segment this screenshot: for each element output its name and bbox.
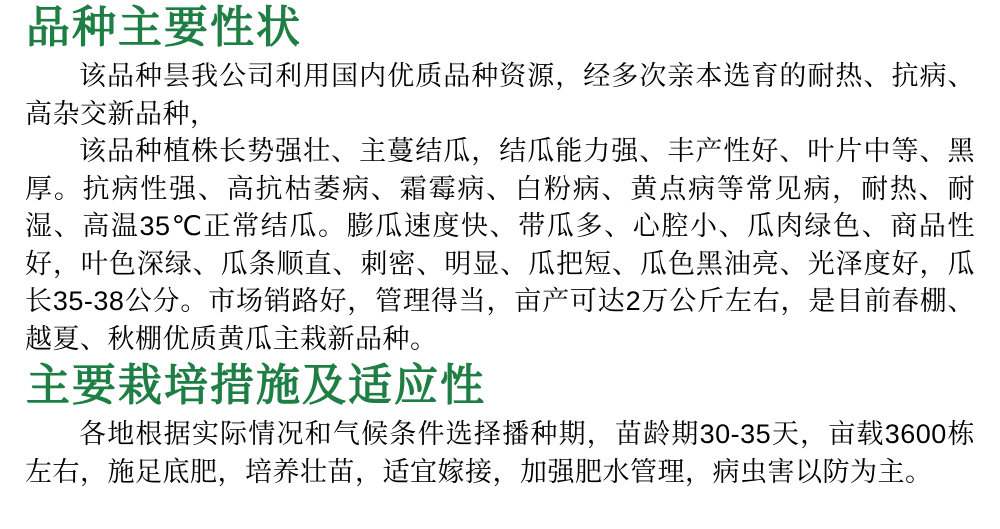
section-heading-cultivation: 主要栽培措施及适应性	[26, 360, 486, 411]
paragraph-variety-description: 该品种植株长势强壮、主蔓结瓜，结瓜能力强、丰产性好、叶片中等、黑厚。抗病性强、高抗枯萎病、霜霉病、白粉病、黄点病等常见病，耐热、耐湿、高温35℃正常结瓜。膨瓜速度快、带瓜多、心腔小、瓜肉绿色、商品性好，叶色深绿、瓜条顺直、刺密、明显、瓜把短、瓜色黑油亮、光泽度好，瓜长35-38公分。市场销路好，管理得当，亩产可达2万公斤左右，是目前春棚、越夏、秋棚优质黄瓜主栽新品种。	[25, 136, 975, 354]
paragraph-cultivation-measures: 各地根据实际情况和气候条件选择播种期，苗龄期30-35天，亩载3600栋左右，施足底肥，培养壮苗，适宜嫁接，加强肥水管理，病虫害以防为主。	[25, 419, 975, 487]
paragraph-variety-intro: 该品种昙我公司利用国内优质品种资源，经多次亲本选育的耐热、抗病、高杂交新品种，	[25, 61, 975, 129]
section-heading-variety-traits: 品种主要性状	[26, 2, 302, 53]
